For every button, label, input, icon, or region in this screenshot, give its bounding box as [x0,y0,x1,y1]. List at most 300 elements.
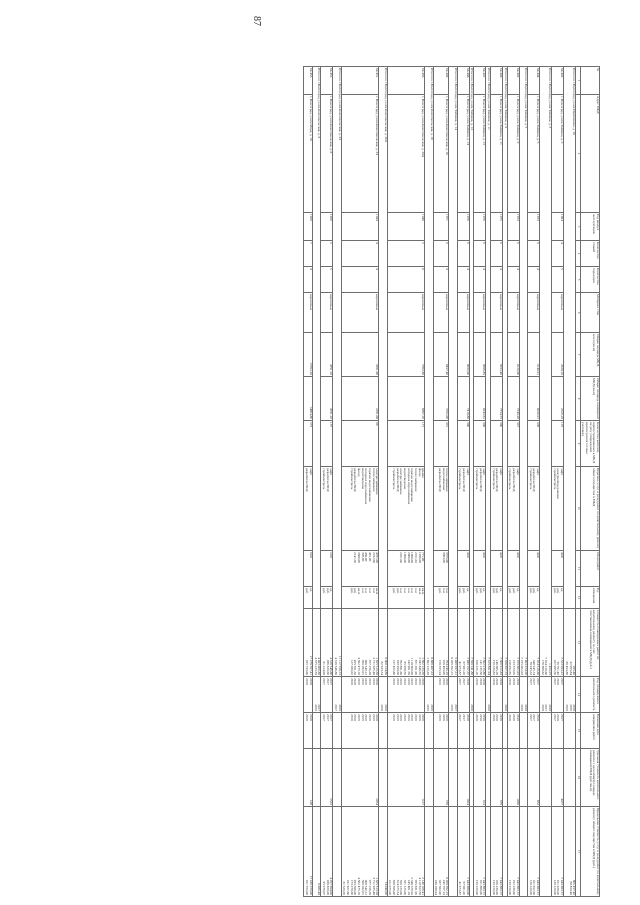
table-cell [379,713,387,749]
table-cell: 327 [507,421,519,467]
table-cell: 64.452. [321,67,333,95]
table-cell: 2018 [469,677,474,713]
table-cell: 2018 [503,677,508,713]
table-cell: кирпичные [433,293,449,333]
table-row [433,67,449,897]
table-cell: 2018 2018 [519,677,527,713]
total-label: Итого по г.Волгоград, ул.им.Таймена, д. 11 [486,67,491,609]
column-number: 17 [576,807,580,897]
header-cell: Адрес МКД [580,95,599,213]
table-cell: 2018 2017 2017 [528,713,540,749]
table-cell: 2018 2018 2018 [491,677,503,713]
table-cell [449,749,457,807]
table-cell: электроснабжение теплоснабжение горячее водоснабжение холодное водоснабжение водоотведение фасад разработка ПСД стройконтроль [341,467,379,551]
table-cell: 979 [491,749,503,807]
table-cell: 64.450. [387,67,425,95]
header-cell: Количество подъездов [580,267,599,293]
table-cell: 8 680,48 [312,807,320,897]
table-cell: 8050,00 [457,333,469,377]
table-cell [469,749,474,807]
table-cell: 64.445. [507,67,519,95]
table-cell: 8330,91 [528,377,540,421]
column-number: 9 [576,421,580,467]
table-cell: 98 [341,421,379,467]
table-cell: 4 [341,241,379,267]
table-cell: 7 599 241,88 [469,609,474,677]
table-cell: 2019 2019 [425,677,433,713]
table-cell: 171 [387,421,425,467]
table-cell: ед. руб. руб. [474,587,486,609]
table-cell: г. Волгоград, ул.им.Таймена, д. 3 [552,95,564,213]
table-cell: 6 209 392,15 245 797,19 937 582,00 186 288,94 [433,807,449,897]
table-cell [312,713,320,749]
table-cell: 7 615 831,94 [486,609,491,677]
total-label: Итого по г.Волгоград, ул.им.Комсомольская, д. 10 [425,67,433,609]
table-cell: 2018 2019 2019 2019 2019 2019 2018 2018 [341,677,379,713]
table-cell: 9 [507,241,519,267]
table-cell [503,749,508,807]
table-cell: 4791,10 [321,333,333,377]
rotated-page [60,66,600,896]
table-cell: 2017 2017 2017 [321,677,333,713]
table-cell: 108 [304,749,312,807]
table-cell: 2018 2018 2018 [507,677,519,713]
column-number-row [576,67,580,897]
table-cell: 7 443 883,72 162 236,00 159 220,00 [507,807,519,897]
table-cell [564,713,576,749]
table-cell: 2628,18 [552,333,564,377]
table-cell: 4,00 [552,551,564,587]
table-cell: 2019 2018 [379,677,387,713]
table-cell: 4,00 [528,551,540,587]
table-cell: 1 825 513,38 3 711 635,48 977 256,38 906 540,12 399 282,01 4 562 475,10 455 396,00 173 270,00 161 827,66 31 529,26 [341,807,379,897]
table-cell: 4 [507,267,519,293]
table-cell: 1959 [321,213,333,241]
table-cell: лифт разработка ПСД стройконтроль [457,467,469,551]
column-number: 6 [576,293,580,333]
table-cell: 64.447. [474,67,486,95]
table-cell: 1976 [457,213,469,241]
table-cell: лифт разработка ПСД стройконтроль [528,467,540,551]
table-cell: 2054 [341,749,379,807]
column-number: 13 [576,609,580,677]
header-cell: Год планируемого капитального ремонта [580,677,599,713]
table-cell: 9 [433,241,449,267]
table-row [387,67,425,897]
table-cell: 1069 [507,749,519,807]
header-cell: Плановая дата завершения работ [580,713,599,749]
table-cell [519,807,527,897]
table-cell: г. Волгоград, ул.им.Таймена, д. 13 [474,95,486,213]
table-cell: 4 [304,267,312,293]
total-row [469,67,474,897]
table-cell: г. Волгоград, ул.им.Комсомольская, д. 34 [341,95,379,213]
total-label: Итого по г.Волгоград, ул.им.Пархоменко, д. 62 [564,67,576,609]
table-cell: 2017 2019 [449,677,457,713]
table-cell: 7 443 883,72 161 652,00 159 220,00 [528,807,540,897]
table-cell: 2018 2018 2018 [474,713,486,749]
header-row [580,67,599,897]
table-cell: 7 323 993,22 59 791,49 167 985,50 [552,609,564,677]
table-cell: 1964 [552,213,564,241]
table-cell [564,749,576,807]
table-cell: г. Волгоград, ул.им.Мира, д. 18 [304,95,312,213]
table-cell: 1 692 133,39 2 947 848,59 871 261,96 1 118 609,00 242 961,58 95 998,59 762 891,60 559 990,00 137 452,80 [387,609,425,677]
table-row [474,67,486,897]
table-cell: ед. руб. [304,587,312,609]
table-cell [503,713,508,749]
table-cell: 360 [457,421,469,467]
table-cell [425,713,433,749]
header-cell: Перечень услуг и (или) работ по капитальному ремонту общего имущества в МКД [580,467,599,551]
table-cell: 4 483 600,88 4 575 225,59 [312,609,320,677]
table-cell: 17 189 379,00 161 553,00 [304,807,312,897]
table-cell: 4 [457,267,469,293]
table-cell [540,749,552,807]
table-cell: 7 [304,241,312,267]
table-cell: 368 [474,421,486,467]
table-cell: 2391,08 [341,377,379,421]
table-cell: ед. руб. руб. [528,587,540,609]
table-cell: 5 [321,241,333,267]
table-cell: 7 302 215,86 141 135,50 160 225,10 [474,609,486,677]
table-cell: 1975 [491,213,503,241]
table-cell: 913 [474,749,486,807]
table-cell: 64.443. [552,67,564,95]
table-cell: 2018 2018 [304,677,312,713]
table-cell: 2018 2019 2019 2019 2019 2019 2018 2018 [341,713,379,749]
table-cell: 7 104 516,60 340 945,74 78 945,32 [528,609,540,677]
table-cell: 336 [528,421,540,467]
table-cell: 7 309 912,83 146 685,28 159 233,83 [491,609,503,677]
table-cell: г. Волгоград, ул.им.Таймена, д. 9 [507,95,519,213]
table-cell: лифт электрооборудование стройконтроль [552,467,564,551]
table-cell: 15762,20 [304,333,312,377]
table-cell: 64.453. [304,67,312,95]
table-cell: кирпичные [457,293,469,333]
table-cell: лифт разработка ПСД стройконтроль [491,467,503,551]
table-cell: 2019 2019 2019 2019 2019 2019 2019 2019 2019 [387,713,425,749]
table-cell: г. Волгоград, ул.им.Таймена, д. 14 [457,95,469,213]
table-cell: г. Волгоград, ул.им.Комсомольская, д. 10 [433,95,449,213]
table-cell: 2019 2019 2019 [433,677,449,713]
table-cell: 8 [387,267,425,293]
table-cell: 1946 [387,213,425,241]
table-cell: 64.444. [528,67,540,95]
table-cell: 7 443 883,72 161 866,00 159 220,00 [474,807,486,897]
table-cell: кирпичные [304,293,312,333]
table-cell: ед. руб. руб. [457,587,469,609]
table-cell: 9 [528,241,540,267]
table-cell: 4 [341,267,379,293]
column-number: 8 [576,377,580,421]
total-label: Итого по г.Волгоград, ул.им.Таймена, д. 9 [503,67,508,609]
total-label: Итого по г.Волгоград, ул.им.Таймена, д. 14 [449,67,457,609]
table-cell: п.м п.м руб. [433,587,449,609]
table-cell: кирпичные [491,293,503,333]
total-label: Итого по г.Волгоград, ул.им.Комсомольская, д. 8 [312,67,320,609]
table-cell: 9146,91 [528,333,540,377]
column-number: 10 [576,467,580,551]
total-row [425,67,433,897]
column-number: 1 [576,67,580,95]
header-cell: Общая площадь МКД, всего (кв.м) [580,333,599,377]
table-cell: 8457,40 [433,333,449,377]
table-cell: кв.м кв.м п.м п.м п.м п.м п.м руб. руб. [387,587,425,609]
table-cell: 4 316 546,80 286 820,00 91 234,08 [321,609,333,677]
table-cell: ед. руб. руб. [507,587,519,609]
table-cell [333,713,341,749]
table-cell: 2019 2017 [333,677,341,713]
table-cell: лифт разработка ПСД стройконтроль [321,467,333,551]
table-cell: 5 [387,241,425,267]
table-cell: 360 [491,421,503,467]
table-row [321,67,333,897]
total-row [449,67,457,897]
table-cell: крыша фасад теплоснабжение горячее водоснабжение холодное водоснабжение водоотведение электроснабжение разработка ПСД стройконтроль [387,467,425,551]
table-cell: 2018 2017 2018 [540,677,552,713]
table-cell: 1 453,25 7 104 516,60 170 668,62 [540,609,552,677]
table-cell: ед. руб. руб. [552,587,564,609]
header-cell: Количество этажей [580,241,599,267]
table-cell: 2018 2018 2018 [491,713,503,749]
table-row [552,67,564,897]
total-label: Итого по г.Волгоград, ул.им.Таймена, д. 13 [469,67,474,609]
table-cell: кв.м п.м п.м п.м п.м кв.м руб. руб. [341,587,379,609]
table-cell: 4,00 [457,551,469,587]
table-cell: 4,00 [474,551,486,587]
table-cell: 8343,61 [474,377,486,421]
table-cell: 7754,75 [491,377,503,421]
table-cell: 14864,80 [304,377,312,421]
table-cell: 7 255 002,03 153 573,05 150 052,65 [507,609,519,677]
header-cell: Предельная стоимость услуг и (или) работ по капитальному ремонту общего имущества в МКД (руб.) [580,807,599,897]
table-cell: 2017 2019 [312,677,320,713]
table-row [341,67,379,897]
column-number: 7 [576,333,580,377]
table-cell: 7292,00 [433,377,449,421]
table-cell: 1217 [387,749,425,807]
table-cell: 17 278 397,41 165 733,00 [304,609,312,677]
table-cell: 1973 [507,213,519,241]
table-cell [469,713,474,749]
header-cell: Год ввода в эксплуатацию [580,213,599,241]
table-cell: 2019 2019 2019 2019 2019 2019 2019 2019 2019 [387,677,425,713]
table-cell: 8 908 124,89 62 933,34 [379,609,387,677]
table-cell [425,749,433,807]
table-cell: 2018 2018 2018 [507,713,519,749]
total-row [486,67,491,897]
column-number: 4 [576,241,580,267]
table-cell: 2018 [486,677,491,713]
table-cell [486,713,491,749]
table-cell [333,807,341,897]
table-cell [469,807,474,897]
table-cell: 157 [321,421,333,467]
table-cell: г. Волгоград, ул.им.Комсомольская, д. 20А [387,95,425,213]
table-cell: 5 489 957,21 6 209 392,15 [449,609,457,677]
table-cell: 1959 [304,213,312,241]
total-row [519,67,527,897]
column-number: 14 [576,677,580,713]
table-cell: 9 [457,241,469,267]
table-cell [519,749,527,807]
table-cell: 2523 [321,749,333,807]
total-row [379,67,387,897]
table-cell: кирпичные [507,293,519,333]
column-number: 12 [576,587,580,609]
header-cell: № [580,67,599,95]
table-cell: 1976 [474,213,486,241]
table-cell: 2019 2019 2019 [433,713,449,749]
header-cell: Количество жителей, зарегистрированных в МКД на дату утверждения краткосрочного плана (человек) [580,421,599,467]
header-cell: Удельная стоимость капитального ремонта 1 кв.м общей площади помещений МКД (руб./кв.м) [580,749,599,807]
table-cell: 1024 [457,749,469,807]
table-cell: 2018 2019 2019 [564,677,576,713]
column-number: 16 [576,749,580,807]
table-cell: 4 [528,267,540,293]
table-cell: 4,00 [507,551,519,587]
table-cell: кирпичные [321,293,333,333]
table-cell [540,807,552,897]
table-cell: 2,00 [321,551,333,587]
header-cell: Ед. измерения [580,587,599,609]
header-cell: Материал стен [580,293,599,333]
table-cell [540,713,552,749]
table-cell: кирпичные [552,293,564,333]
table-cell: 64.448. [457,67,469,95]
table-cell: 7 443 888,00 67 981,20 41 973,87 [457,807,469,897]
table-cell: 2 140 106,41 4 110 622,56 955 831,96 2 348 379,63 245 401,18 331 125,00 559 125,00 914 375,54 638 596,00 221 075,00 [387,807,425,897]
table-cell [379,749,387,807]
total-row [503,67,508,897]
table-cell: лифт разработка ПСД стройконтроль [507,467,519,551]
table-cell [486,749,491,807]
column-number: 5 [576,267,580,293]
table-cell: 125 [552,421,564,467]
table-cell: кирпичные [474,293,486,333]
table-cell: 7249,20 [507,377,519,421]
table-cell: 2018 2018 2018 [474,677,486,713]
table-cell: 1 825 513,38 3 711 635,48 977 256,38 906 540,12 399 282,01 4 562 475,10 455 591,36 127 280,02 [341,609,379,677]
table-cell [486,807,491,897]
header-cell: Общая площадь помещений МКД (кв.м) [580,377,599,421]
table-cell: 2017 2018 2017 [552,713,564,749]
table-cell: 9 [474,241,486,267]
table-cell: 7 403 974,50 7 255 002,03 [519,609,527,677]
table-cell: 4 [433,267,449,293]
table-cell: г. Волгоград, ул.им.Комсомольская, д. 8 [321,95,333,213]
table-row [528,67,540,897]
table-cell: кирпичные [387,293,425,333]
table-cell: 2018 2018 [304,713,312,749]
table-cell: 7363,80 [387,333,425,377]
table-cell: 11 112 556,13 4 316 546,80 [333,609,341,677]
table-cell: 4791,10 [321,377,333,421]
column-number: 11 [576,551,580,587]
table-cell: 4791,00 2232,00 461,00 458,00 399,00 3300,00 2141,50 [341,551,379,587]
table-cell: 2520,16 [552,377,564,421]
table-cell: 7 443 883,72 161 626,06 139 220,00 [552,807,564,897]
table-row [491,67,503,897]
column-number: 2 [576,95,580,213]
table-cell: 8120,00 [507,333,519,377]
table-cell [449,807,457,897]
total-row [333,67,341,897]
table-cell: 74 040,00 [379,807,387,897]
table-cell: 7 443 883,72 166 236,00 159 220,00 [491,807,503,897]
table-row [304,67,312,897]
total-label: Итого по г.Волгоград, ул.им.Таймена, д. 5 [519,67,527,609]
table-cell: 6667,10 [387,377,425,421]
table-cell: 4,00 [491,551,503,587]
table-cell: 865 457,46 69 859,46 [564,807,576,897]
table-cell: 2017 2017 2017 [321,713,333,749]
table-cell: 4477 [552,749,564,807]
column-number: 15 [576,713,580,749]
table-cell: 265,46 32 095,84 69 493,86 [564,609,576,677]
table-cell: 5 [552,267,564,293]
table-cell [519,713,527,749]
table-cell: 7 558 627,73 [503,609,508,677]
total-row [540,67,552,897]
table-cell: 9,00 [304,551,312,587]
page-number: 87 [251,16,262,26]
capital-repair-table [304,66,601,897]
table-cell: ед. руб. руб. [321,587,333,609]
table-cell: кирпичные [341,293,379,333]
table-cell: 64.451. [341,67,379,95]
table-cell: 9 [491,241,503,267]
table-cell: 2018 2017 2017 [457,713,469,749]
table-cell: г. Волгоград, ул.им.Таймена, д. 5 [528,95,540,213]
total-row [564,67,576,897]
table-cell [503,807,508,897]
table-cell [425,807,433,897]
table-cell: 2017 2018 2017 [552,677,564,713]
table-cell [449,713,457,749]
table-cell: 64.446. [491,67,503,95]
table-cell: г. Волгоград, ул.им.Таймена, д. 11 [491,95,503,213]
table-cell: 7 489 197,37 67 981,20 41 973,87 [457,609,469,677]
table-cell: 4 [474,267,486,293]
table-row [457,67,469,897]
table-row [507,67,519,897]
table-cell: 2017 2017 2017 [528,677,540,713]
table-cell: 64.449. [433,67,449,95]
table-cell: лифт разработка ПСД [304,467,312,551]
table-cell: 4 [552,241,564,267]
table-cell: лифт разработка ПСД стройконтроль [474,467,486,551]
table-cell: 8 888 487,23 1 692 133,39 [425,609,433,677]
table-cell [312,749,320,807]
column-number: 3 [576,213,580,241]
table-cell: 573 [304,421,312,467]
header-cell: Стоимость планируемых работ по капитальному ремонту за счет собственников помещений в МКД (руб.) [580,609,599,677]
table-cell: 5 [321,267,333,293]
table-cell: 7418,80 [457,377,469,421]
table-cell: 1971 [433,213,449,241]
table-cell: 3575,00 3083,00 [433,551,449,587]
total-label: Итого по г.Волгоград, ул.им.Таймена, д. 3 [540,67,552,609]
table-cell: 4 [491,267,503,293]
table-cell: 9096,85 [474,333,486,377]
table-body [304,67,576,897]
table-cell: ед. руб. руб. [491,587,503,609]
table-cell: 3391,00 [341,333,379,377]
table-cell: 853 [528,749,540,807]
table-cell: 4 297 694,00 286 820,00 95 970,07 [321,807,333,897]
